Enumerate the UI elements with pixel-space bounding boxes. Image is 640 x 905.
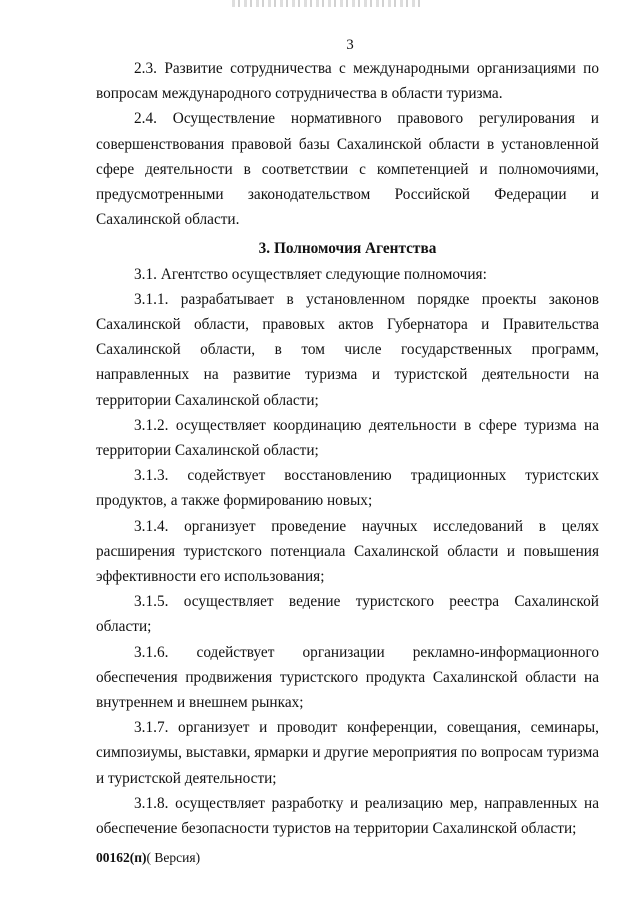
paragraph-3-1-2: 3.1.2. осуществляет координацию деятельности в сфере туризма на территории Сахалинской области; — [96, 416, 599, 460]
paragraph-2-4: 2.4. Осуществление нормативного правового регулирования и совершенствования правовой базы Сахалинской области в установленной сфере деятельности в соответствии с компетенцией и полномочиями, предусмотренными законодательством Российской Федерации и Сахалинской области. — [96, 110, 599, 229]
paragraph-3-1-7: 3.1.7. организует и проводит конференции, совещания, семинары, симпозиумы, выставки, ярмарки и другие мероприятия по вопросам туризма и туристской деятельности; — [96, 719, 599, 787]
paragraph-3-1-8: 3.1.8. осуществляет разработку и реализацию мер, направленных на обеспечение безопасности туристов на территории Сахалинской области; — [96, 794, 599, 838]
document-footer — [96, 850, 200, 866]
paragraph-3-1: 3.1. Агентство осуществляет следующие полномочия: — [134, 265, 487, 283]
paragraph-3-1-4: 3.1.4. организует проведение научных исследований в целях расширения туристского потенциала Сахалинской области и повышения эффективности его использования; — [96, 517, 599, 586]
section-heading: 3. Полномочия Агентства — [258, 240, 437, 258]
document-body — [96, 56, 599, 841]
paragraph-3-1-3: 3.1.3. содействует восстановлению традиционных туристских продуктов, а также формированию новых; — [96, 467, 599, 510]
document-code: 00162(п) — [96, 850, 147, 865]
paragraph-3-1-6: 3.1.6. содействует организации рекламно-информационного обеспечения продвижения туристского продукта Сахалинской области на внутреннем и внешнем рынках; — [96, 643, 599, 712]
scan-artifact — [232, 0, 422, 7]
paragraph-3-1-5: 3.1.5. осуществляет ведение туристского реестра Сахалинской области; — [96, 593, 599, 636]
paragraph-2-3: 2.3. Развитие сотрудничества с международными организациями по вопросам международного сотрудничества в области туризма. — [96, 60, 599, 103]
paragraph-3-1-1: 3.1.1. разрабатывает в установленном порядке проекты законов Сахалинской области, правовых актов Губернатора и Правительства Сахалинской области, в том числе государственных программ, направленных на развитие туризма и туристской деятельности на территории Сахалинской области; — [96, 290, 599, 409]
page-number: 3 — [346, 37, 354, 53]
document-version: ( Версия) — [146, 850, 201, 865]
